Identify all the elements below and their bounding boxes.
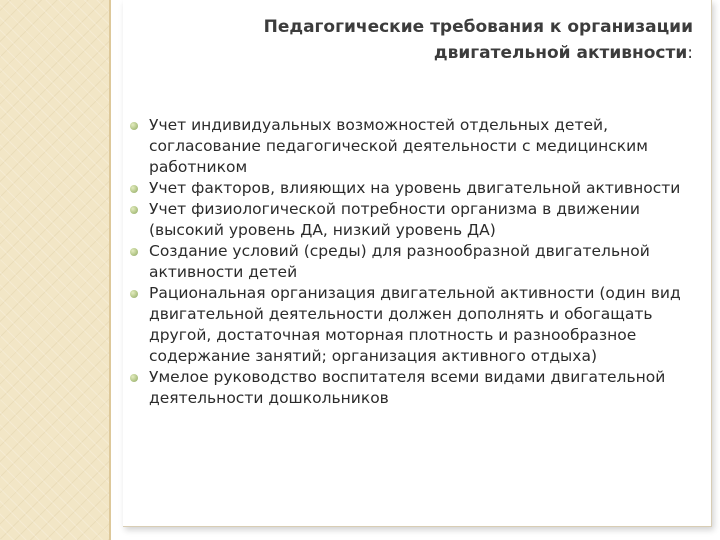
bullet-list	[130, 115, 690, 409]
bullet-dot-icon	[130, 290, 138, 298]
bullet-text-3: Учет физиологической потребности организма в движении (высокий уровень ДА, низкий уровень ДА)	[149, 200, 640, 239]
bullet-text-6: Умелое руководство воспитателя всеми видами двигательной деятельности дошкольников	[149, 368, 666, 407]
bullet-item-2	[130, 178, 690, 199]
bullet-text-1: Учет индивидуальных возможностей отдельных детей, согласование педагогической деятельности с медицинским работником	[149, 116, 648, 176]
bullet-item-6	[130, 367, 690, 409]
slide-title-line-2	[123, 40, 693, 66]
slide-title-line-1: Педагогические требования к организации	[263, 17, 693, 37]
bullet-dot-icon	[130, 374, 138, 382]
side-panel-border	[109, 0, 111, 540]
bullet-item-4	[130, 241, 690, 283]
bullet-text-4: Создание условий (среды) для разнообразной двигательной активности детей	[149, 242, 650, 281]
slide-title	[123, 14, 693, 66]
bullet-item-5	[130, 283, 690, 367]
bullet-dot-icon	[130, 122, 138, 130]
bullet-dot-icon	[130, 185, 138, 193]
bullet-dot-icon	[130, 248, 138, 256]
bullet-item-1	[130, 115, 690, 178]
bullet-dot-icon	[130, 206, 138, 214]
slide-title-line-2-text: двигательной активности	[433, 43, 688, 63]
bullet-item-3	[130, 199, 690, 241]
bullet-text-2: Учет факторов, влияющих на уровень двигательной активности	[149, 179, 681, 197]
bullet-text-5: Рациональная организация двигательной активности (один вид двигательной деятельности должен дополнять и обогащать другой, достаточная моторная плотность и разнообразное содержание занятий; организация активного отдыха)	[149, 284, 681, 365]
slide-title-colon: :	[687, 43, 693, 63]
decorative-side-panel	[0, 0, 109, 540]
